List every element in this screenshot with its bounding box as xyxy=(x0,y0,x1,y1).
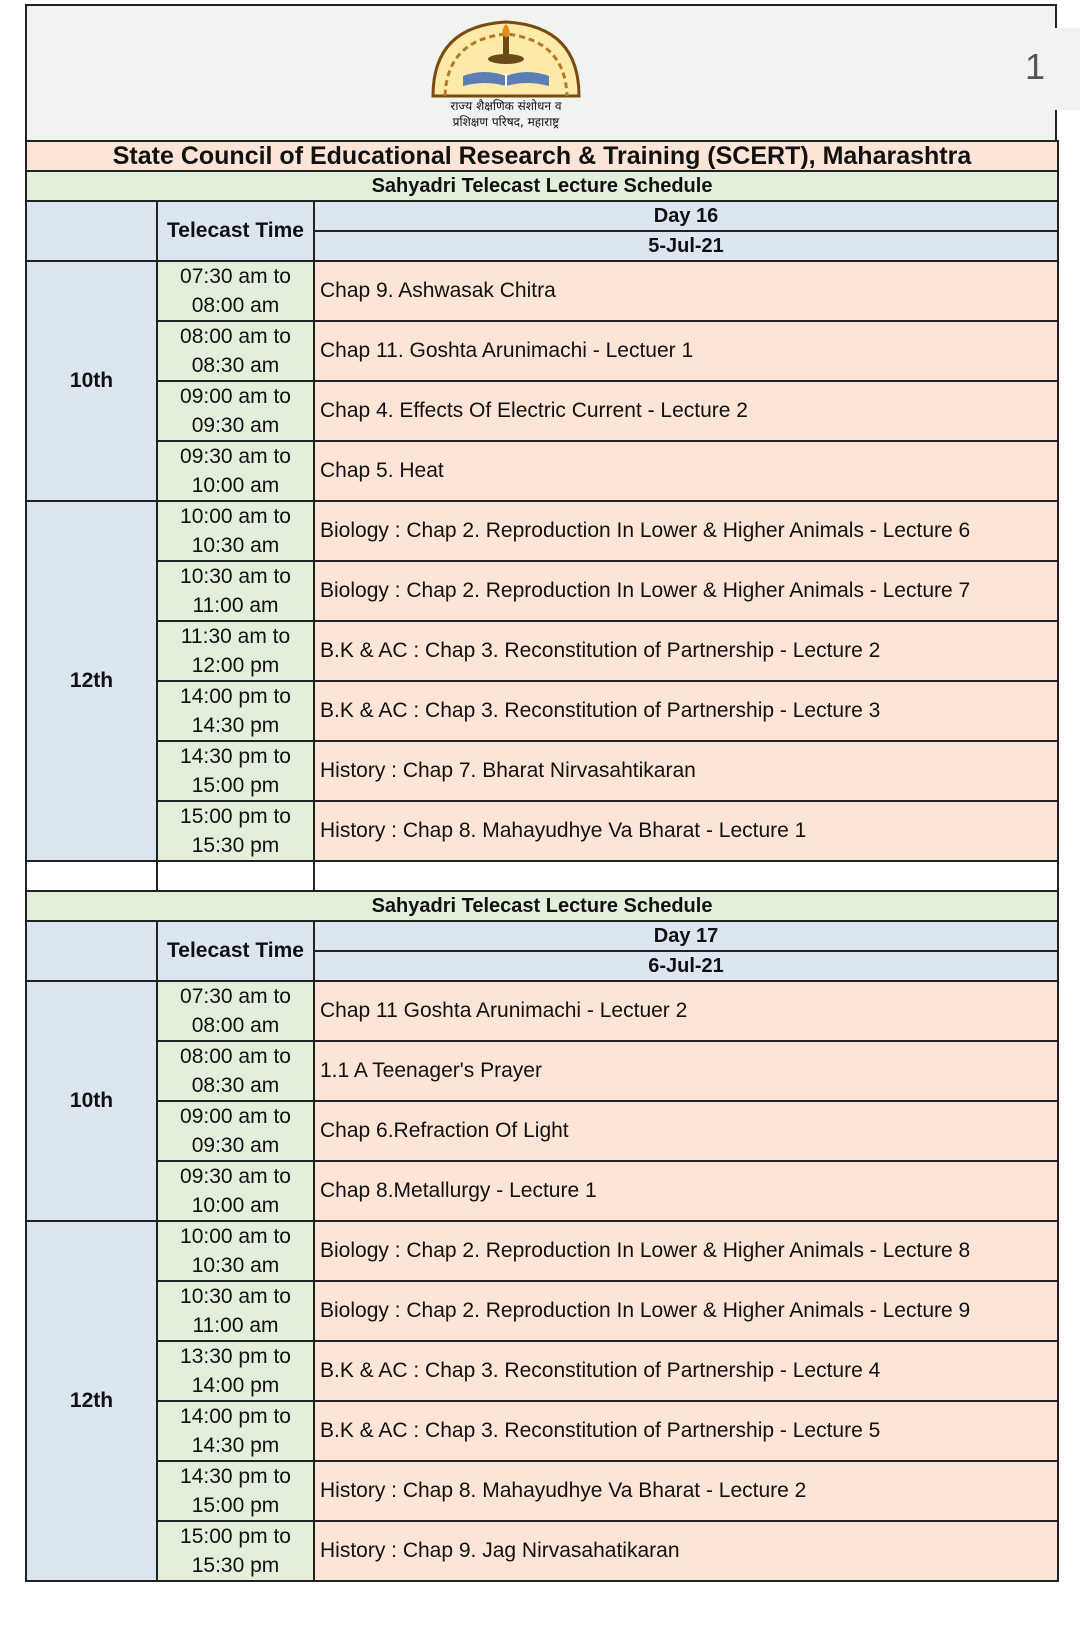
lecture-title: Biology : Chap 2. Reproduction In Lower & Higher Animals - Lecture 8 xyxy=(314,1221,1058,1281)
time-end: 08:00 am xyxy=(191,294,280,317)
lecture-title: History : Chap 9. Jag Nirvasahatikaran xyxy=(314,1521,1058,1581)
time-start: 15:00 pm to xyxy=(180,805,291,828)
time-start: 13:30 pm to xyxy=(180,1345,291,1368)
time-start: 08:00 am to xyxy=(180,325,291,348)
date-label: 5-Jul-21 xyxy=(314,231,1058,261)
day-label: Day 16 xyxy=(314,201,1058,231)
time-start: 14:30 pm to xyxy=(180,1465,291,1488)
grade-label: 10th xyxy=(26,261,157,501)
lecture-title: Chap 11 Goshta Arunimachi - Lectuer 2 xyxy=(314,981,1058,1041)
spacer-cell xyxy=(157,861,314,891)
page-number-badge xyxy=(985,28,1080,110)
table-row xyxy=(26,741,1058,801)
table-row xyxy=(26,261,1058,321)
time-end: 08:00 am xyxy=(191,1014,280,1037)
telecast-time-cell xyxy=(157,681,314,741)
telecast-time-cell xyxy=(157,261,314,321)
telecast-time-cell xyxy=(157,1161,314,1221)
spacer-cell xyxy=(314,861,1058,891)
spacer-cell xyxy=(26,861,157,891)
lecture-title: History : Chap 8. Mahayudhye Va Bharat - Lecture 1 xyxy=(314,801,1058,861)
table-row xyxy=(26,1521,1058,1581)
lecture-title: Biology : Chap 2. Reproduction In Lower & Higher Animals - Lecture 7 xyxy=(314,561,1058,621)
telecast-time-cell xyxy=(157,801,314,861)
schedule-sheet xyxy=(25,4,1057,1582)
schedule-subtitle: Sahyadri Telecast Lecture Schedule xyxy=(26,891,1058,921)
time-end: 08:30 am xyxy=(191,1074,280,1097)
table-row xyxy=(26,381,1058,441)
spacer-row xyxy=(26,861,1058,891)
telecast-time-cell xyxy=(157,1281,314,1341)
lecture-title: Biology : Chap 2. Reproduction In Lower & Higher Animals - Lecture 6 xyxy=(314,501,1058,561)
grade-label: 10th xyxy=(26,981,157,1221)
lecture-title: Chap 5. Heat xyxy=(314,441,1058,501)
lecture-title: B.K & AC : Chap 3. Reconstitution of Partnership - Lecture 4 xyxy=(314,1341,1058,1401)
lecture-title: 1.1 A Teenager's Prayer xyxy=(314,1041,1058,1101)
grade-header-cell xyxy=(26,921,157,981)
time-start: 10:30 am to xyxy=(180,1285,291,1308)
time-start: 10:00 am to xyxy=(180,1225,291,1248)
table-row xyxy=(26,1341,1058,1401)
time-end: 12:00 pm xyxy=(191,654,280,677)
day-label: Day 17 xyxy=(314,921,1058,951)
telecast-time-cell xyxy=(157,441,314,501)
table-row xyxy=(26,1221,1058,1281)
time-start: 07:30 am to xyxy=(180,265,291,288)
time-start: 15:00 pm to xyxy=(180,1525,291,1548)
telecast-time-header: Telecast Time xyxy=(157,201,314,261)
schedule-table xyxy=(25,140,1059,1582)
lecture-title: Chap 9. Ashwasak Chitra xyxy=(314,261,1058,321)
time-end: 09:30 am xyxy=(191,1134,280,1157)
lecture-title: B.K & AC : Chap 3. Reconstitution of Partnership - Lecture 5 xyxy=(314,1401,1058,1461)
time-end: 10:00 am xyxy=(191,474,280,497)
telecast-time-cell xyxy=(157,321,314,381)
table-row xyxy=(26,1041,1058,1101)
lecture-title: History : Chap 8. Mahayudhye Va Bharat - Lecture 2 xyxy=(314,1461,1058,1521)
lecture-title: Biology : Chap 2. Reproduction In Lower & Higher Animals - Lecture 9 xyxy=(314,1281,1058,1341)
schedule-subtitle: Sahyadri Telecast Lecture Schedule xyxy=(26,171,1058,201)
time-end: 10:00 am xyxy=(191,1194,280,1217)
table-row xyxy=(26,801,1058,861)
time-start: 09:00 am to xyxy=(180,1105,291,1128)
time-start: 09:30 am to xyxy=(180,445,291,468)
lecture-title: Chap 8.Metallurgy - Lecture 1 xyxy=(314,1161,1058,1221)
header-area xyxy=(25,4,1057,140)
telecast-time-cell xyxy=(157,381,314,441)
time-start: 09:00 am to xyxy=(180,385,291,408)
time-start: 10:30 am to xyxy=(180,565,291,588)
logo-caption xyxy=(423,98,589,130)
time-start: 14:00 pm to xyxy=(180,1405,291,1428)
logo-caption-line2: प्रशिक्षण परिषद, महाराष्ट्र xyxy=(452,115,560,129)
table-row xyxy=(26,621,1058,681)
time-start: 07:30 am to xyxy=(180,985,291,1008)
time-end: 11:00 am xyxy=(192,594,279,617)
telecast-time-cell xyxy=(157,621,314,681)
table-row xyxy=(26,441,1058,501)
page-number: 1 xyxy=(1025,46,1046,87)
time-end: 10:30 am xyxy=(191,1254,280,1277)
telecast-time-cell xyxy=(157,501,314,561)
time-end: 15:30 pm xyxy=(191,1554,280,1577)
time-end: 11:00 am xyxy=(192,1314,279,1337)
telecast-time-cell xyxy=(157,741,314,801)
table-row xyxy=(26,561,1058,621)
time-end: 14:00 pm xyxy=(191,1374,280,1397)
logo-caption-line1: राज्य शैक्षणिक संशोधन व xyxy=(450,99,562,113)
lecture-title: Chap 4. Effects Of Electric Current - Lecture 2 xyxy=(314,381,1058,441)
lecture-title: B.K & AC : Chap 3. Reconstitution of Partnership - Lecture 2 xyxy=(314,621,1058,681)
time-end: 08:30 am xyxy=(191,354,280,377)
telecast-time-cell xyxy=(157,981,314,1041)
table-row xyxy=(26,681,1058,741)
grade-label: 12th xyxy=(26,1221,157,1581)
time-end: 15:00 pm xyxy=(191,774,280,797)
time-start: 14:30 pm to xyxy=(180,745,291,768)
time-start: 10:00 am to xyxy=(180,505,291,528)
lecture-title: B.K & AC : Chap 3. Reconstitution of Partnership - Lecture 3 xyxy=(314,681,1058,741)
table-row xyxy=(26,321,1058,381)
schedule-tables xyxy=(25,140,1057,1582)
table-row xyxy=(26,981,1058,1041)
grade-header-cell xyxy=(26,201,157,261)
telecast-time-cell xyxy=(157,1401,314,1461)
table-row xyxy=(26,1161,1058,1221)
table-row xyxy=(26,1281,1058,1341)
telecast-time-cell xyxy=(157,1341,314,1401)
lecture-title: History : Chap 7. Bharat Nirvasahtikaran xyxy=(314,741,1058,801)
main-title: State Council of Educational Research & Training (SCERT), Maharashtra xyxy=(26,141,1058,171)
grade-label: 12th xyxy=(26,501,157,861)
time-end: 14:30 pm xyxy=(191,1434,280,1457)
time-start: 11:30 am to xyxy=(180,625,291,648)
telecast-time-cell xyxy=(157,561,314,621)
time-start: 14:00 pm to xyxy=(180,685,291,708)
time-end: 14:30 pm xyxy=(191,714,280,737)
time-start: 09:30 am to xyxy=(180,1165,291,1188)
date-label: 6-Jul-21 xyxy=(314,951,1058,981)
time-end: 09:30 am xyxy=(191,414,280,437)
telecast-time-cell xyxy=(157,1461,314,1521)
telecast-time-cell xyxy=(157,1101,314,1161)
table-row xyxy=(26,1461,1058,1521)
time-end: 15:00 pm xyxy=(191,1494,280,1517)
lecture-title: Chap 11. Goshta Arunimachi - Lectuer 1 xyxy=(314,321,1058,381)
time-end: 10:30 am xyxy=(191,534,280,557)
telecast-time-header: Telecast Time xyxy=(157,921,314,981)
time-end: 15:30 pm xyxy=(191,834,280,857)
telecast-time-cell xyxy=(157,1041,314,1101)
telecast-time-cell xyxy=(157,1221,314,1281)
time-start: 08:00 am to xyxy=(180,1045,291,1068)
table-row xyxy=(26,1401,1058,1461)
table-row xyxy=(26,1101,1058,1161)
lecture-title: Chap 6.Refraction Of Light xyxy=(314,1101,1058,1161)
telecast-time-cell xyxy=(157,1521,314,1581)
table-row xyxy=(26,501,1058,561)
